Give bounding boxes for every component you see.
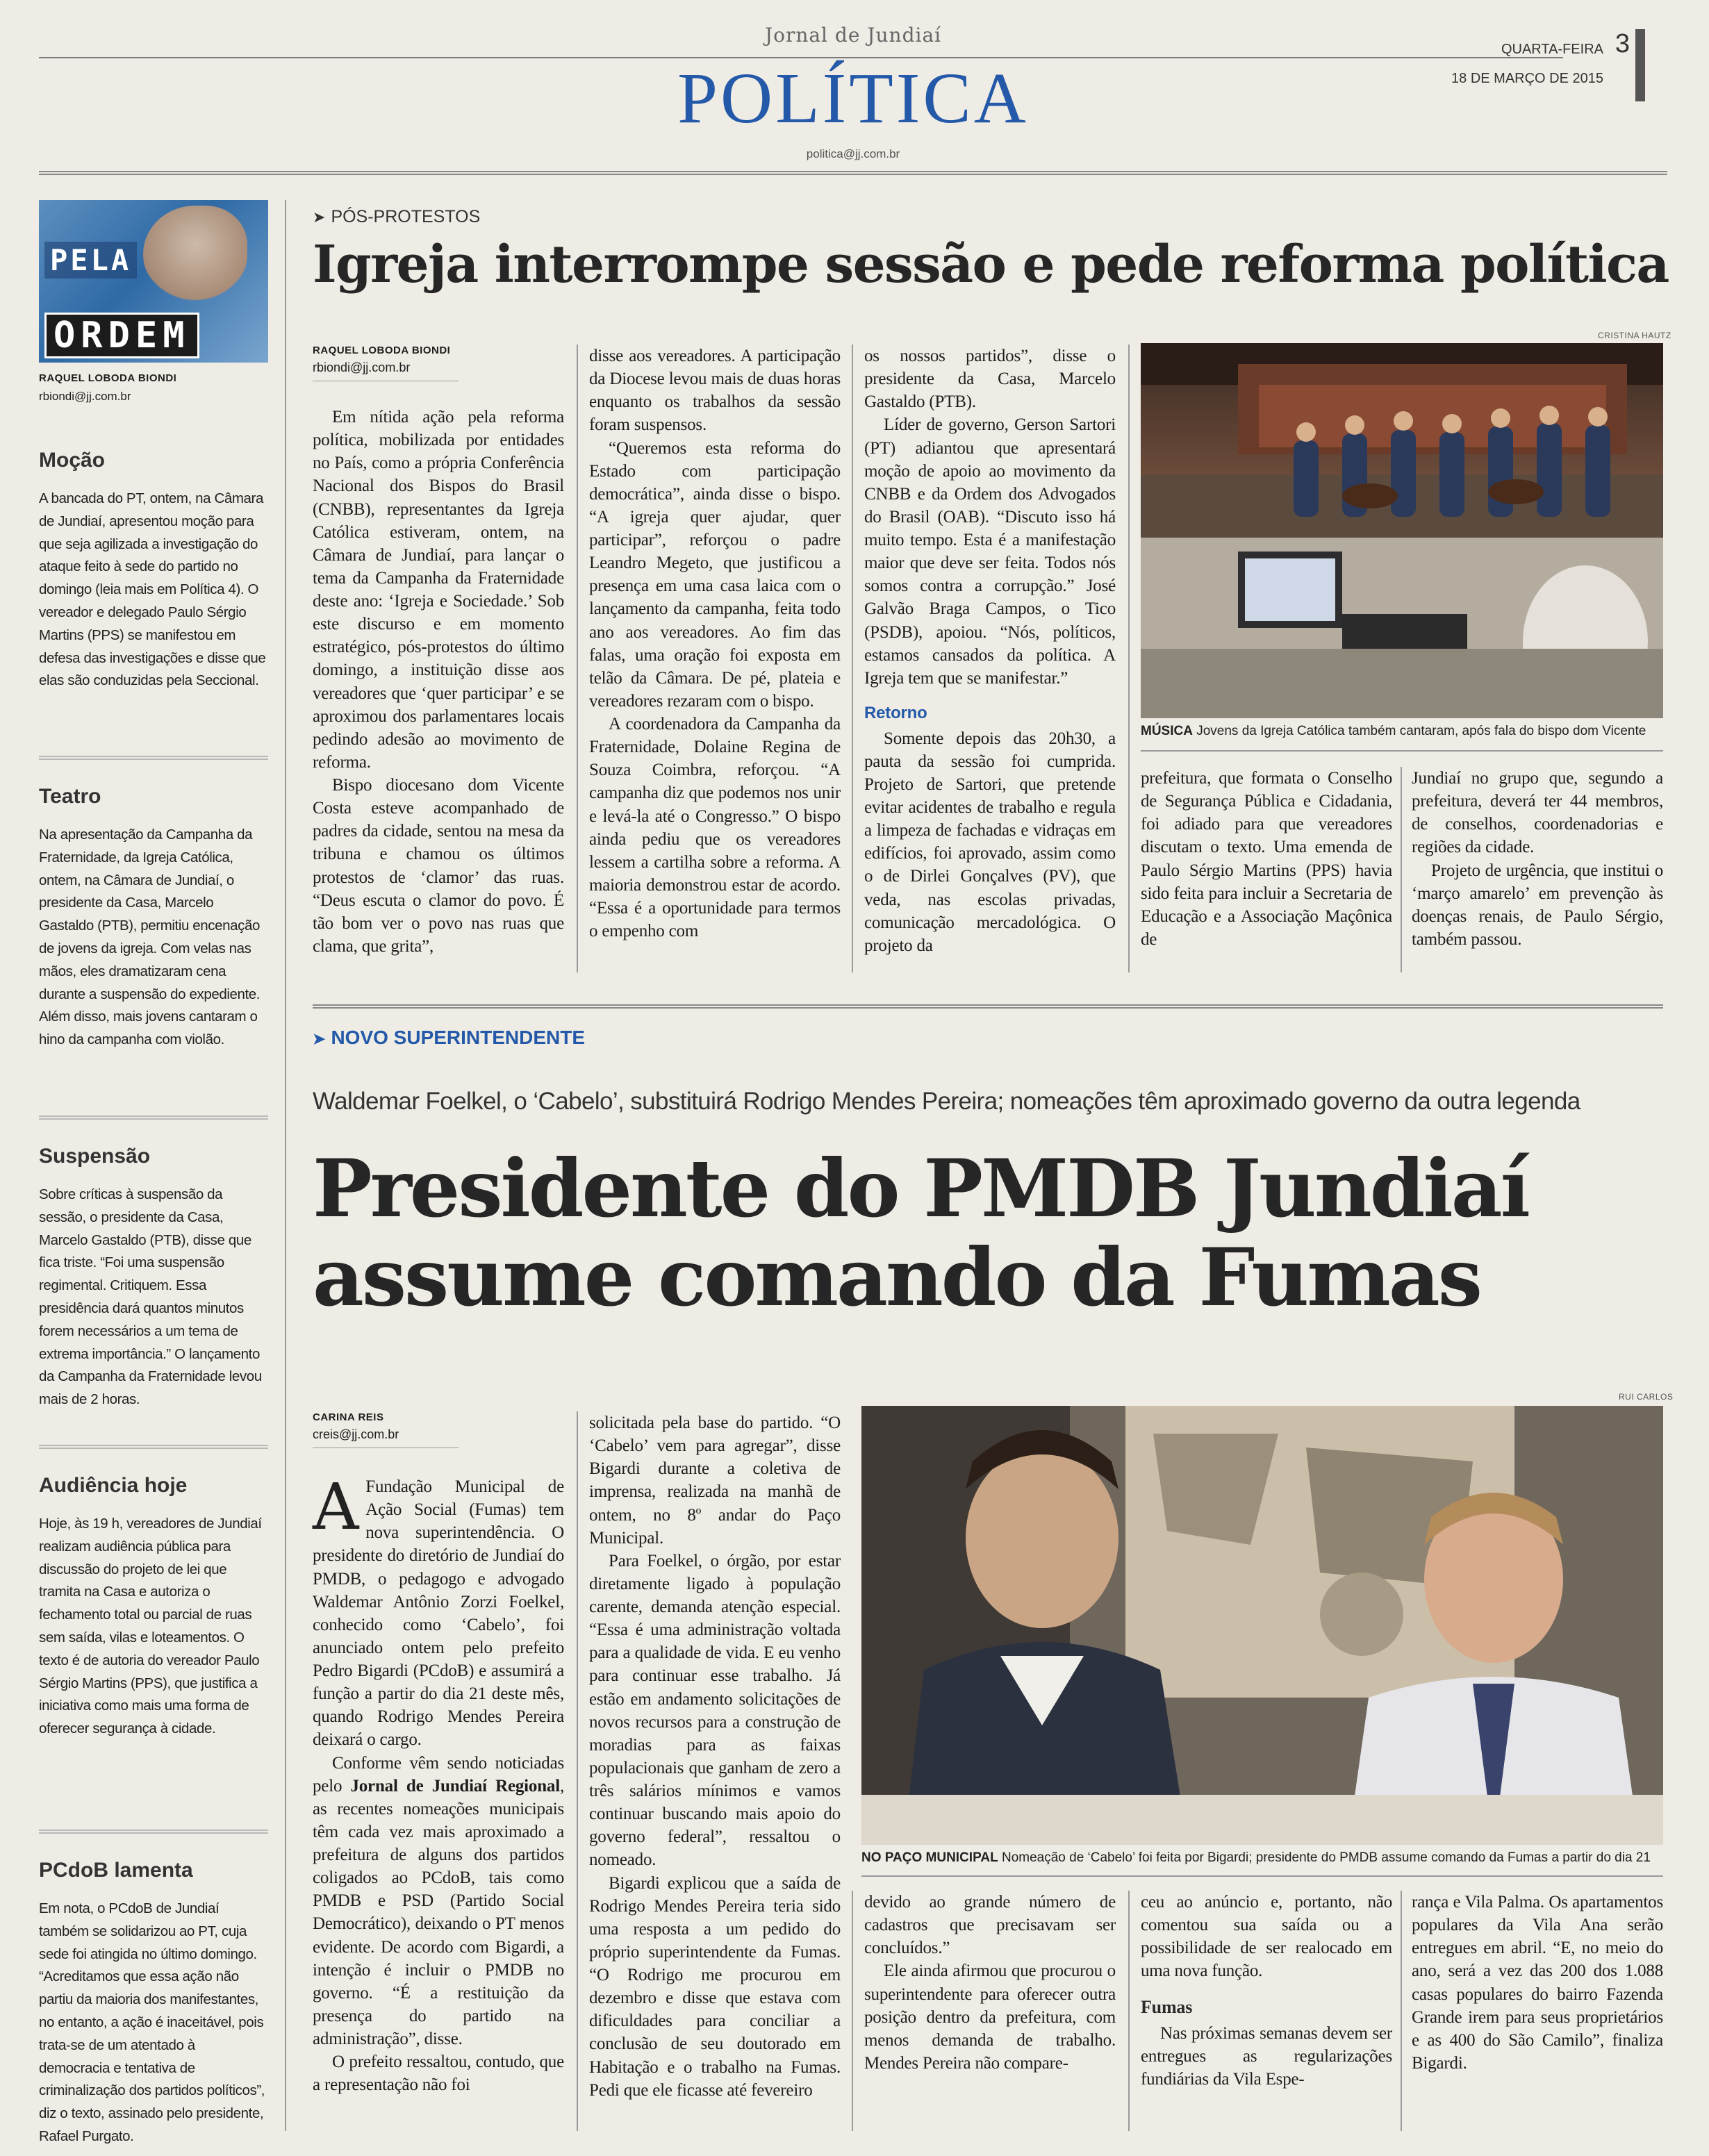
article2-byline (313, 1411, 459, 1448)
caption-rule (861, 1875, 1663, 1877)
article1-byline (313, 345, 459, 381)
section-divider (313, 1004, 1663, 1009)
paragraph: devido ao grande número de cadastros que precisavam ser concluídos.” (864, 1893, 1116, 1958)
photo1-credit: CRISTINA HAUTZ (1598, 331, 1671, 340)
note-separator (39, 1445, 268, 1449)
paragraph: Em nítida ação pela reforma política, mobilizada por entidades no País, como a própria Conferência Nacional dos Bispos do Brasil (CNBB), representantes da Igreja Católica estiveram, ontem, na Câmara de Jundiaí, para lançar o tema da Campanha da Fraternidade deste ano: ‘Igreja e Sociedade.’ Sob este discurso e em momento estratégico, pós-protestos do último domingo, a instituição disse aos vereadores que ‘quer participar’ e se aproximou dos parlamentares locais pedindo adesão ao movimento de reforma. (313, 408, 564, 772)
section-title: POLÍTICA (677, 58, 1029, 138)
paragraph: Somente depois das 20h30, a pauta da sessão foi cumprida. Projeto de Sartori, que pretende evitar acidentes de trabalho e regula a limpeza de fachadas e vidraças em edifícios, foi aprovado, assim como o de Dirlei Gonçalves (PV), que veda, nas escolas privadas, comunicação mercadológica. O projeto da (864, 729, 1116, 955)
column-logo (39, 200, 268, 363)
photo2-caption (861, 1850, 1663, 1866)
paragraph: “Queremos esta reforma do Estado com participação democrática”, ainda disse o bispo. “A igreja quer ajudar, quer participar”, reforçou o padre Leandro Megeto, que justificou a presença em uma casa laica com o lançamento da campanha, feita todo ano aos vereadores. Ao fim das falas, uma oração foi exposta em telão da Câmara. De pé, plateia e vereadores rezaram com o bispo. (589, 438, 841, 711)
top-border (39, 171, 1667, 175)
paragraph: Jundiaí no grupo que, segundo a prefeitura, deverá ter 44 membros, de conselhos, coordenadorias e regiões da cidade. (1412, 769, 1663, 857)
column-divider (1401, 767, 1402, 972)
newspaper-name-bold: Jornal de Jundiaí Regional (350, 1776, 560, 1796)
paragraph-text: Conforme vêm sendo noticiadas pelo (313, 1753, 564, 1796)
column-divider (1128, 1891, 1130, 2131)
note-separator (39, 756, 268, 760)
note-audiencia (39, 1474, 268, 1741)
paragraph: solicitada pela base do partido. “O ‘Cabelo’ vem para agregar”, disse Bigardi durante a coletiva de imprensa, realizada na manhã de ontem, no 8º andar do Paço Municipal. (589, 1413, 841, 1548)
article1-column-3 (864, 345, 1116, 957)
paragraph: Nas próximas semanas devem ser entregues as regularizações fundiárias da Vila Espe- (1141, 2023, 1392, 2089)
paragraph: ceu ao anúncio e, portanto, não comentou sua saída ou a possibilidade de ser realocado em uma nova função. (1141, 1893, 1392, 1981)
article2-column-3 (864, 1891, 1116, 2075)
note-separator (39, 1116, 268, 1120)
note-teatro (39, 785, 268, 1052)
paragraph: Projeto de urgência, que institui o ‘março amarelo’ em prevenção às doenças renais, de Paulo Sérgio, também passou. (1412, 861, 1663, 949)
caption-rule (1141, 750, 1663, 752)
paragraph-text: Fundação Municipal de Ação Social (Fumas) tem nova superintendência. O presidente do diretório de Jundiaí do PMDB, o pedagogo e advogado Waldemar Antônio Zorzi Foelkel, conhecido como ‘Cabelo’, foi anunciado ontem pelo prefeito Pedro Bigardi (PCdoB) e assumirá a função a partir do dia 21 deste mês, quando Rodrigo Mendes Pereira deixará o cargo. (313, 1477, 564, 1750)
note-suspensao (39, 1145, 268, 1411)
paragraph: O prefeito ressaltou, contudo, que a representação não foi (313, 2053, 564, 2095)
paragraph: Bispo diocesano dom Vicente Costa esteve acompanhado de padres da cidade, sentou na mesa da tribuna e chamou os últimos protestos de ‘clamor’ das ruas. “Deus escuta o clamor do povo. É tão bom ver o povo nas ruas que clama, que grita”, (313, 776, 564, 956)
logo-word-pela: PELA (44, 242, 137, 279)
byline-name: RAQUEL LOBODA BIONDI (313, 345, 451, 356)
paragraph: disse aos vereadores. A participação da Diocese levou mais de duas horas enquanto os trabalhos da sessão foram suspensos. (589, 347, 841, 435)
weekday: QUARTA-FEIRA (1501, 42, 1603, 57)
column-divider (852, 345, 853, 972)
paragraph-text: , as recentes nomeações municipais têm cada vez mais aproximado a prefeitura de alguns dos partidos coligados ao PCdoB, tais como PMDB e PSD (Partido Social Democrático), deixando o PT menos evidente. De acordo com Bigardi, a intenção é incluir o PMDB no governo. “É a restituição da presença do partido na administração”, disse. (313, 1776, 565, 2048)
column-email: rbiondi@jj.com.br (39, 390, 131, 403)
column-divider (577, 345, 578, 972)
article1-kicker (313, 207, 480, 227)
article2-column-1 (313, 1470, 565, 2096)
article1-headline: Igreja interrompe sessão e pede reforma política (313, 235, 1669, 295)
column-divider (285, 200, 286, 2131)
article1-column-2 (589, 345, 841, 943)
paragraph: prefeitura, que formata o Conselho de Segurança Pública e Cidadania, foi adiado para que vereadores discutam o texto. Uma emenda de Paulo Sérgio Martins (PPS) havia sido feita para incluir a Secretaria de Educação e a Associação Maçônica de (1141, 769, 1392, 949)
column-divider (1128, 345, 1130, 972)
kicker-label: PÓS-PROTESTOS (331, 207, 481, 226)
choir-photo-illustration (1141, 343, 1663, 718)
article2-column-4 (1141, 1891, 1392, 2091)
article2-kicker (313, 1027, 585, 1049)
note-title: Audiência hoje (39, 1474, 188, 1497)
note-title: Teatro (39, 785, 101, 808)
paragraph: rança e Vila Palma. Os apartamentos populares da Vila Ana serão entregues em abril. “E, no meio do ano, será a vez das 200 dos 1.088 casas populares do bairro Fazenda Grande irem para seus proprietários e as 400 do São Camilo”, finaliza Bigardi. (1412, 1893, 1663, 2073)
kicker-label: NOVO SUPERINTENDENTE (331, 1027, 586, 1048)
subhead-retorno: Retorno (864, 703, 927, 722)
photo2-credit: RUI CARLOS (1619, 1392, 1674, 1402)
paragraph (313, 1470, 564, 1752)
caption-text: Jovens da Igreja Católica também cantaram, após fala do bispo dom Vicente (1196, 724, 1646, 738)
article2-headline (313, 1142, 1663, 1324)
article2-column-5 (1412, 1891, 1663, 2075)
column-divider (1401, 1891, 1402, 2131)
headline-line-1: Presidente do PMDB Jundiaí (313, 1142, 1528, 1235)
paragraph: A coordenadora da Campanha da Fraternidade, Dolaine Regina de Souza Coimbra, reforçou. “A campanha diz que podemos nos unir e levá-la até o Congresso.” O bispo ainda pediu que os vereadores lessem a cartilha sobre a reforma. A maioria demonstrou estar de acordo. “Essa é a oportunidade para termos o empenho com (589, 715, 841, 941)
byline-email: rbiondi@jj.com.br (313, 360, 411, 374)
article1-column-1 (313, 406, 564, 958)
note-title: Suspensão (39, 1145, 151, 1168)
column-divider (577, 1411, 578, 2131)
article2-column-2 (589, 1411, 841, 2102)
note-text: A bancada do PT, ontem, na Câmara de Jundiaí, apresentou moção para que seja agilizada a investigação do ataque feito à sede do partido no domingo (leia mais em Política 4). O vereador e delegado Paulo Sérgio Martins (PPS) se manifestou em defesa das investigações e disse que elas são conduzidas pela Seccional. (39, 490, 266, 689)
article1-column-4 (1141, 767, 1392, 951)
note-text: Hoje, às 19 h, vereadores de Jundiaí realizam audiência pública para discussão do projeto de lei que tramita na Casa e autoriza o fechamento total ou parcial de ruas sem saída, vilas e loteamentos. O texto é de autoria do vereador Paulo Sérgio Martins (PPS), que justifica a iniciativa como mais uma forma de oferecer segurança à cidade. (39, 1516, 262, 1737)
byline-name: CARINA REIS (313, 1411, 384, 1423)
paragraph: Líder de governo, Gerson Sartori (PT) adiantou que apresentará moção de apoio ao movimento da CNBB e da Ordem dos Advogados do Brasil (OAB). “Discuto isso há muito tempo. Esta é a manifestação maior que deve ser feita. Todos nós somos contra a corrupção.” José Galvão Braga Campos, o Tico (PSDB), apoiou. “Nós, políticos, estamos cansados da política. A Igreja tem que se manifestar.” (864, 415, 1116, 688)
arrow-right-icon: ➤ (313, 208, 326, 226)
column-pela-ordem (39, 200, 268, 2144)
newspaper-name: Jornal de Jundiaí (764, 24, 942, 47)
logo-word-ordem: ORDEM (44, 313, 199, 358)
officials-photo-illustration (861, 1406, 1663, 1845)
note-title: PCdoB lamenta (39, 1859, 193, 1882)
paragraph: Para Foelkel, o órgão, por estar diretamente ligado à população carente, demanda atenção especial. “Essa é uma administração voltada para a qualidade de vida. E eu venho para continuar esse trabalho. Já estão em andamento solicitações de novos recursos para a construção de moradias para as faixas populacionais que ganham de zero a três salários mínimos e vamos continuar buscando mais apoio do governo federal”, ressaltou o nomeado. (589, 1551, 841, 1870)
headline-line-2: assume comando da Fumas (313, 1230, 1480, 1324)
photo-paco-municipal (861, 1406, 1663, 1845)
paragraph: os nossos partidos”, disse o presidente da Casa, Marcelo Gastaldo (PTB). (864, 347, 1116, 412)
dropcap: A (313, 1470, 359, 1544)
byline-email: creis@jj.com.br (313, 1427, 399, 1441)
note-text: Sobre críticas à suspensão da sessão, o presidente da Casa, Marcelo Gastaldo (PTB), disse que fica triste. “Foi uma suspensão regimental. Critiquem. Essa presidência dará quantos minutos forem necessários a um tema de extrema importância.” O lançamento da Campanha da Fraternidade levou mais de 2 horas. (39, 1186, 262, 1408)
note-pcdob (39, 1859, 268, 2148)
note-mocao (39, 449, 268, 693)
page-number: 3 (1615, 29, 1630, 58)
page-marker-bar (1635, 29, 1645, 101)
paragraph: Bigardi explicou que a saída de Rodrigo Mendes Pereira teria sido uma resposta a um pedido do próprio superintendente da Fumas. “O Rodrigo me procurou em dezembro e disse que estava com dificuldades para conciliar a conclusão de seu doutorado em Habitação e o trabalho na Fumas. Pedi que ele ficasse até fevereiro (589, 1873, 841, 2100)
caption-label: NO PAÇO MUNICIPAL (861, 1850, 998, 1865)
caption-text: Nomeação de ‘Cabelo’ foi feita por Bigardi; presidente do PMDB assume comando da Fumas a partir do dia 21 (1001, 1850, 1651, 1865)
masthead (39, 14, 1667, 172)
note-text: Em nota, o PCdoB de Jundiaí também se solidarizou ao PT, cuja sede foi atingida no último domingo. “Acreditamos que essa ação não partiu da maioria dos manifestantes, no entanto, a ação é inaceitável, pois trata-se de um atentado à democracia e tentativa de criminalização dos partidos políticos”, diz o texto, assinado pelo presidente, Rafael Purgato. (39, 1900, 265, 2144)
photo1-caption (1141, 724, 1663, 739)
paragraph: Ele ainda afirmou que procurou o superintendente para oferecer outra posição dentro da prefeitura, com menos demanda de trabalho. Mendes Pereira não compare- (864, 1962, 1116, 2073)
issue-date: 18 DE MARÇO DE 2015 (1451, 71, 1603, 86)
section-email: politica@jj.com.br (806, 147, 900, 160)
note-text: Na apresentação da Campanha da Fraternidade, da Igreja Católica, ontem, na Câmara de Jundiaí, o presidente da Casa, Marcelo Gastaldo (PTB), permitiu encenação de jovens da igreja. Com velas nas mãos, eles dramatizaram cena durante a suspensão do expediente. Além disso, mais jovens cantaram o hino da campanha com violão. (39, 827, 261, 1048)
photo-youth-choir (1141, 343, 1663, 718)
hand-photo-icon (143, 206, 247, 303)
caption-label: MÚSICA (1141, 724, 1193, 738)
column-divider (852, 1891, 853, 2131)
arrow-right-icon: ➤ (313, 1030, 326, 1047)
article2-deck: Waldemar Foelkel, o ‘Cabelo’, substituirá Rodrigo Mendes Pereira; nomeações têm aproximado governo da outra legenda (313, 1088, 1580, 1115)
article1-column-5 (1412, 767, 1663, 951)
column-author: RAQUEL LOBODA BIONDI (39, 372, 177, 384)
subhead-fumas: Fumas (1141, 1996, 1193, 2017)
paragraph (313, 1752, 564, 2051)
note-title: Moção (39, 449, 106, 472)
note-separator (39, 1830, 268, 1834)
